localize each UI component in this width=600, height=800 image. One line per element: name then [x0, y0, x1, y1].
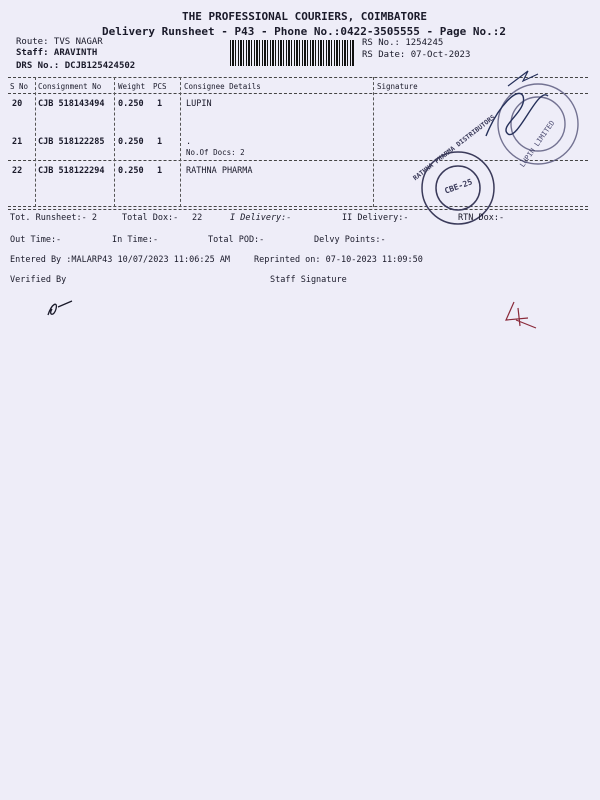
rs-number: RS No.: 1254245: [362, 38, 444, 48]
verified-by: Verified By: [10, 275, 67, 285]
delvy-points: Delvy Points:-: [314, 235, 386, 245]
col-header-pcs: PCS: [153, 82, 167, 91]
table-row-consignment: CJB 518122294: [38, 166, 105, 176]
rathna-stamp-center: CBE-25: [443, 177, 474, 196]
table-row-sno: 20: [12, 99, 23, 109]
rs-date: RS Date: 07-Oct-2023: [362, 50, 471, 60]
table-row-weight: 0.250: [118, 99, 144, 109]
company-name: THE PROFESSIONAL COURIERS, COIMBATORE: [182, 10, 428, 23]
tot-runsheet: Tot. Runsheet:- 2: [10, 213, 97, 223]
col-header-consignment: Consignment No: [38, 82, 102, 91]
col-header-weight: Weight: [118, 82, 146, 91]
table-row-pcs: 1: [157, 137, 163, 147]
rathna-stamp-text: RATHNA PHARMA DISTRIBUTORS: [411, 113, 497, 183]
table-row-docs-note: No.Of Docs: 2: [186, 148, 245, 157]
total-dox-label: Total Dox:-: [122, 213, 179, 223]
table-row-consignee: RATHNA PHARMA: [186, 166, 253, 176]
rtn-dox: RTN Dox:-: [458, 213, 505, 223]
in-time: In Time:-: [112, 235, 159, 245]
col-header-consignee: Consignee Details: [184, 82, 261, 91]
col-header-sno: S No: [10, 82, 29, 91]
table-row-pcs: 1: [157, 166, 163, 176]
table-row-sno: 22: [12, 166, 23, 176]
col-divider: [373, 77, 374, 207]
table-row-consignment: CJB 518122285: [38, 137, 105, 147]
staff-label: Staff: ARAVINTH: [16, 48, 98, 58]
staff-signature: Staff Signature: [270, 275, 347, 285]
col-divider: [35, 77, 36, 207]
page-mark-handwritten: [502, 300, 540, 330]
i-delivery: I Delivery:-: [230, 213, 292, 223]
runsheet-subtitle: Delivery Runsheet - P43 - Phone No.:0422-3505555 - Page No.:2: [102, 25, 506, 38]
out-time: Out Time:-: [10, 235, 62, 245]
col-header-signature: Signature: [377, 82, 418, 91]
table-row-consignee: LUPIN: [186, 99, 212, 109]
lupin-stamp-text: LUPIN LIMITED: [518, 119, 557, 169]
table-row-sno: 21: [12, 137, 23, 147]
col-divider: [114, 77, 115, 207]
table-row-weight: 0.250: [118, 166, 144, 176]
table-row-consignee: .: [186, 137, 192, 147]
verifier-initials: [44, 295, 78, 321]
col-divider: [180, 77, 181, 207]
table-row-weight: 0.250: [118, 137, 144, 147]
table-row-pcs: 1: [157, 99, 163, 109]
drs-number: DRS No.: DCJB125424502: [16, 61, 136, 71]
total-dox-value: 22: [192, 213, 203, 223]
entered-by: Entered By :MALARP43 10/07/2023 11:06:25 AM: [10, 255, 231, 265]
reprinted-on: Reprinted on: 07-10-2023 11:09:50: [254, 255, 423, 265]
barcode: [230, 40, 354, 66]
ii-delivery: II Delivery:-: [342, 213, 409, 223]
table-row-consignment: CJB 518143494: [38, 99, 105, 109]
total-pod: Total POD:-: [208, 235, 265, 245]
route-label: Route: TVS NAGAR: [16, 37, 103, 47]
